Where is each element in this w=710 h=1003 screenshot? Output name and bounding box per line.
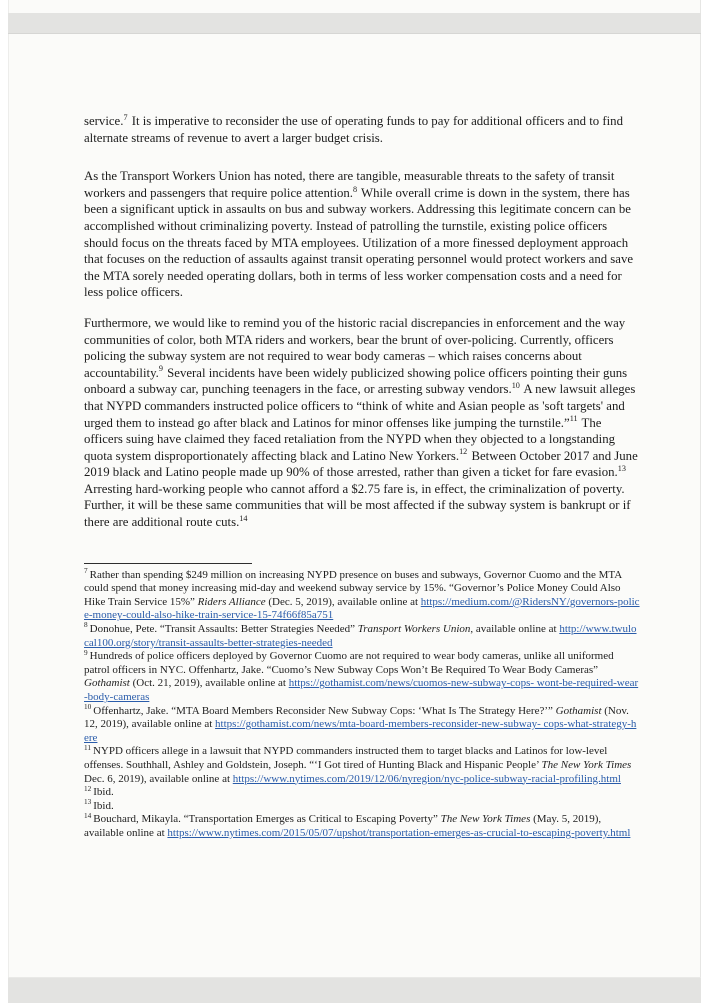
document-text — [84, 113, 640, 841]
footnote-marker: 8 — [353, 184, 358, 194]
footnote-number: 10 — [84, 702, 92, 711]
footnote-number: 9 — [84, 648, 88, 657]
footnote-text: Ibid. — [93, 786, 114, 799]
publication-name: The New York Times — [541, 758, 632, 771]
scan-band-top — [8, 13, 701, 34]
footnote-marker: 10 — [511, 381, 520, 391]
footnote-text: Donohue, Pete. “Transit Assaults: Better Strategies Needed” Transport Workers Union, available online at http://www.twulocal100.org/story/transit-assaults-better-strategies-needed — [84, 623, 637, 649]
footnotes-section — [84, 569, 640, 841]
publication-name: Riders Alliance — [197, 595, 266, 608]
hyperlink[interactable]: https://www.nytimes.com/2019/12/06/nyregion/nyc-police-subway-racial-profiling.html — [232, 772, 621, 785]
publication-name: Transport Workers Union — [357, 623, 471, 636]
footnote-number: 11 — [84, 743, 91, 752]
footnote-text: Bouchard, Mikayla. “Transportation Emerges as Critical to Escaping Poverty” The New York Times (May. 5, 2019), available online at https://www.nytimes.com/2015/05/07/upshot/transportation-emerges-as-crucial-to-escaping-poverty.html — [84, 813, 631, 839]
footnote-number: 12 — [84, 784, 92, 793]
body-paragraph: service.$^7$ It is imperative to reconsider the use of operating funds to pay for additional officers and to find alternate streams of revenue to avert a larger budget crisis. — [84, 112, 623, 145]
footnote-marker: 11 — [569, 414, 578, 424]
publication-name: Gothamist — [84, 677, 130, 690]
footnote-number: 8 — [84, 621, 88, 630]
footnote-marker: 7 — [123, 112, 128, 122]
footnote — [84, 623, 640, 650]
footnote-separator — [84, 563, 252, 564]
publication-name: The New York Times — [440, 813, 531, 826]
footnote-marker: 13 — [617, 464, 626, 474]
footnote-marker: 9 — [158, 364, 163, 374]
footnote — [84, 813, 640, 840]
footnote-number: 14 — [84, 811, 92, 820]
footnote-marker: 14 — [239, 513, 248, 523]
hyperlink[interactable]: https://gothamist.com/news/cuomos-new-subway-cops- wont-be-required-wear-body-cameras — [84, 677, 639, 703]
footnote-number: 13 — [84, 798, 92, 807]
footnote — [84, 745, 640, 786]
footnote-marker: 12 — [459, 447, 468, 457]
footnote — [84, 569, 640, 623]
footnote-text: Rather than spending $249 million on increasing NYPD presence on buses and subways, Governor Cuomo and the MTA could spend that money increasing mid-day and weekend subway service by 15%. “Governor’s Police Money Could Also Hike Train Service 15%” Riders Alliance (Dec. 5, 2019), available online at https://medium.com/@RidersNY/governors-police-money-could-also-hike-train-service-15-74f66f85a751 — [84, 568, 640, 622]
footnote-text: Hundreds of police officers deployed by Governor Cuomo are not required to wear body cameras, unlike all uniformed patrol officers in NYC. Offenhartz, Jake. “Cuomo’s New Subway Cops Won’t Be Required To Wear Body Cameras” Gothamist (Oct. 21, 2019), available online at https://gothamist.com/news/cuomos-new-subway-cops- wont-be-required-wear-body-cameras — [84, 650, 639, 703]
footnote-text: Ibid. — [93, 799, 114, 812]
publication-name: Gothamist — [555, 704, 602, 717]
hyperlink[interactable]: http://www.twulocal100.org/story/transit-assaults-better-strategies-needed — [84, 623, 637, 649]
footnote — [84, 786, 640, 800]
footnote-text: Offenhartz, Jake. “MTA Board Members Reconsider New Subway Cops: ‘What Is The Strategy Here?’” Gothamist (Nov. 12, 2019), available online at https://gothamist.com/news/mta-board-members-reconsider-new-subway- cops-what-strategy-here — [84, 704, 637, 744]
hyperlink[interactable]: https://medium.com/@RidersNY/governors-police-money-could-also-hike-train-service-15-74f66f85a751 — [84, 595, 640, 622]
body-paragraph: Furthermore, we would like to remind you of the historic racial discrepancies in enforcement and the way communities of color, both MTA riders and workers, bear the brunt of over-policing. Currently, officers policing the subway system are not required to wear body cameras – which raises concerns about accountability.$^9$ Several incidents have been widely publicized showing police officers pointing their guns onboard a subway car, punching teenagers in the face, or arresting subway vendors.$^{10}$ A new lawsuit alleges that NYPD commanders instructed police officers to “think of white and Asian people as 'soft targets' and urged them to instead go after black and Latinos for minor offenses like jumping the turnstile.”$^{11}$ The officers suing have claimed they faced retaliation from the NYPD when they objected to a longstanding quota system disproportionately affecting black and Latino New Yorkers.$^{12}$ Between October 2017 and June 2019 black and Latino people made up 90% of those arrested, rather than given a ticket for fare evasion.$^{13}$ Arresting hard-working people who cannot afford a $2.75 fare is, in effect, the criminalization of poverty. Further, it will be these same communities that will be most affected if the subway system is bankrupt or if there are additional route cuts.$^{14}$ — [84, 315, 638, 530]
footnote — [84, 800, 640, 814]
hyperlink[interactable]: https://www.nytimes.com/2015/05/07/upshot/transportation-emerges-as-crucial-to-escaping-poverty.html — [167, 826, 631, 839]
footnote-number: 7 — [84, 567, 88, 575]
body-paragraph: As the Transport Workers Union has noted, there are tangible, measurable threats to the safety of transit workers and passengers that require police attention.$^8$ While overall crime is down in the system, there has been a significant uptick in assaults on bus and subway workers. Addressing this legitimate concern can be accomplished without criminalizing poverty. Instead of patrolling the turnstile, existing police officers should focus on the threats faced by MTA employees. Utilization of a more finessed deployment approach that focuses on the reduction of assaults against transit operating personnel would protect workers and save the MTA sorely needed operating dollars, both in terms of less worker compensation costs and a need for less police officers. — [84, 169, 634, 300]
scan-band-bottom — [8, 977, 701, 1003]
footnote — [84, 702, 640, 746]
footnote — [84, 650, 640, 704]
hyperlink[interactable]: https://gothamist.com/news/mta-board-members-reconsider-new-subway- cops-what-strategy-here — [84, 718, 637, 744]
footnote-text: NYPD officers allege in a lawsuit that NYPD commanders instructed them to target blacks and Latinos for low-level offenses. Southhall, Ashley and Goldstein, Joseph. “‘I Got tired of Hunting Black and Hispanic People’ The New York Times Dec. 6, 2019), available online at https://www.nytimes.com/2019/12/06/nyregion/nyc-police-subway-racial-profiling.html — [84, 745, 632, 785]
